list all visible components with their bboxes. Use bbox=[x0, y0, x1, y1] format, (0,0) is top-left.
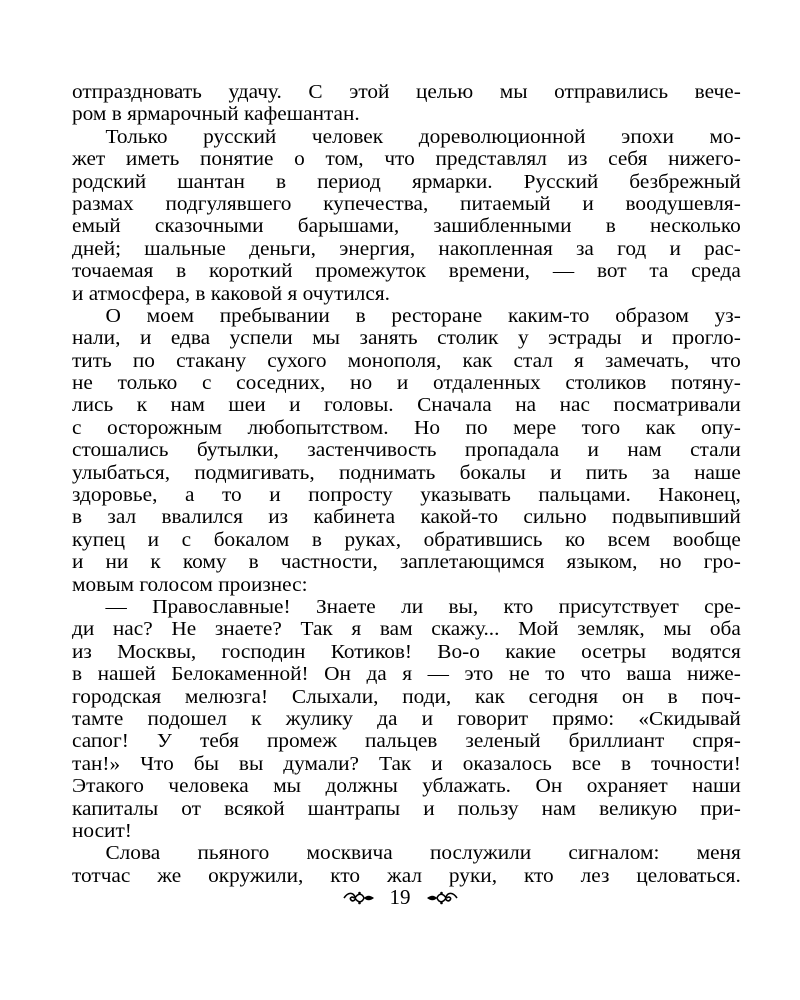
text-line: тамте подошел к жулику да и говорит прямо: «Скидывай bbox=[72, 707, 741, 730]
body-text bbox=[72, 81, 741, 887]
text-line: носит! bbox=[72, 819, 132, 842]
text-line: в зал ввалился из кабинета какой-то сильно подвыпивший bbox=[72, 506, 741, 529]
text-line: здоровье, а то и попросту указывать пальцами. Наконец, bbox=[72, 484, 741, 507]
text-line: и атмосфера, в каковой я очутился. bbox=[72, 282, 391, 305]
text-line: улыбаться, подмигивать, поднимать бокалы и пить за наше bbox=[72, 461, 741, 484]
text-line: и ни к кому в частности, заплетающимся языком, но гро- bbox=[72, 551, 741, 574]
text-line: ди нас? Не знаете? Так я вам скажу... Мой земляк, мы оба bbox=[72, 618, 741, 641]
text-line: сапог! У тебя промеж пальцев зеленый бриллиант спря- bbox=[72, 730, 741, 753]
text-line: — Православные! Знаете ли вы, кто присутствует сре- bbox=[105, 595, 741, 618]
right-flourish-icon bbox=[425, 889, 459, 907]
text-line: тан!» Что бы вы думали? Так и оказалось все в точности! bbox=[72, 752, 741, 775]
text-line: точаемая в короткий промежуток времени, — вот та среда bbox=[72, 260, 741, 283]
text-line: Слова пьяного москвича послужили сигналом: меня bbox=[105, 842, 741, 865]
text-line: дней; шальные деньги, энергия, накопленная за год и рас- bbox=[72, 237, 741, 260]
text-line: тить по стакану сухого монополя, как стал я замечать, что bbox=[72, 349, 741, 372]
text-line: родский шантан в период ярмарки. Русский безбрежный bbox=[72, 170, 741, 193]
text-line: О моем пребывании в ресторане каким-то образом уз- bbox=[105, 304, 741, 327]
text-line: городская мелюзга! Слыхали, поди, как сегодня он в поч- bbox=[72, 685, 741, 708]
text-line: не только с соседних, но и отдаленных столиков потяну- bbox=[72, 372, 741, 395]
text-line: стошались бутылки, застенчивость пропадала и нам стали bbox=[72, 439, 741, 462]
text-line: купец и с бокалом в руках, обратившись ко всем вообще bbox=[72, 528, 741, 551]
text-line: лись к нам шеи и головы. Сначала на нас посматривали bbox=[72, 394, 741, 417]
text-line: жет иметь понятие о том, что представлял из себя нижего- bbox=[72, 148, 741, 171]
text-line: с осторожным любопытством. Но по мере того как опу- bbox=[72, 416, 741, 439]
text-line: из Москвы, господин Котиков! Во-о какие осетры водятся bbox=[72, 640, 741, 663]
text-line: отпраздновать удачу. С этой целью мы отправились вече- bbox=[72, 81, 741, 103]
text-line: Только русский человек дореволюционной эпохи мо- bbox=[105, 125, 741, 148]
text-line: Этакого человека мы должны ублажать. Он охраняет наши bbox=[72, 775, 741, 798]
text-line: размах подгулявшего купечества, питаемый и воодушевля- bbox=[72, 192, 741, 215]
page-number: 19 bbox=[389, 885, 411, 909]
page-footer bbox=[0, 885, 800, 910]
text-line: мовым голосом произнес: bbox=[72, 573, 308, 596]
text-line: капиталы от всякой шантрапы и пользу нам великую при- bbox=[72, 797, 741, 820]
text-line: ром в ярмарочный кафешантан. bbox=[72, 103, 360, 126]
text-line: емый сказочными барышами, зашибленными в несколько bbox=[72, 215, 741, 238]
left-flourish-icon bbox=[342, 889, 376, 907]
text-line: в нашей Белокаменной! Он да я — это не то что ваша ниже- bbox=[72, 663, 741, 686]
text-line: нали, и едва успели мы занять столик у эстрады и прогло- bbox=[72, 327, 741, 350]
text-line: тотчас же окружили, кто жал руки, кто лез целоваться. bbox=[72, 864, 741, 887]
